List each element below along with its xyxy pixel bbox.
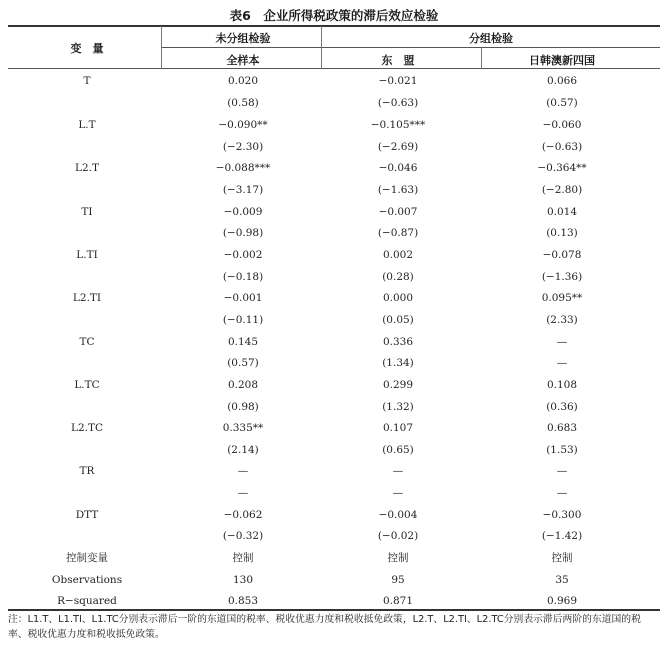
table-cell: — xyxy=(237,487,249,499)
table-cell: (−1.63) xyxy=(377,184,419,196)
table-cell: −0.060 xyxy=(542,119,582,131)
table-cell: (0.57) xyxy=(546,97,578,109)
table-cell: (−2.69) xyxy=(377,141,419,153)
table-cell: −0.046 xyxy=(378,162,418,174)
table-cell: −0.300 xyxy=(542,509,582,521)
header-asean: 东 盟 xyxy=(381,54,415,67)
table-cell: — xyxy=(556,336,568,348)
table-cell: 0.336 xyxy=(382,336,414,348)
row-variable-label: L.TI xyxy=(76,249,98,261)
table-cell: 0.871 xyxy=(382,595,414,607)
table-title: 表6 企业所得税政策的滞后效应检验 xyxy=(229,8,439,23)
table-cell: 控制 xyxy=(232,552,254,564)
table-cell: (−0.87) xyxy=(377,227,419,239)
table-cell: 0.145 xyxy=(227,336,259,348)
table-cell: (−0.32) xyxy=(222,530,264,542)
table-cell: (0.05) xyxy=(382,314,414,326)
table-cell: 0.020 xyxy=(227,75,259,87)
row-variable-label: L2.T xyxy=(75,162,99,174)
table-cell: (−0.02) xyxy=(377,530,419,542)
table-cell: 0.683 xyxy=(546,422,578,434)
table-cell: — xyxy=(237,465,249,477)
table-cell: 0.335** xyxy=(222,422,264,434)
header-grouped-test: 分组检验 xyxy=(469,32,513,45)
table-cell: −0.088*** xyxy=(215,162,271,174)
table-cell: (−1.42) xyxy=(541,530,583,542)
table-cell: −0.021 xyxy=(378,75,418,87)
table-cell: −0.078 xyxy=(542,249,582,261)
table-cell: (0.28) xyxy=(382,271,414,283)
table-cell: (1.34) xyxy=(382,357,414,369)
header-divider-1 xyxy=(161,26,162,69)
table-cell: — xyxy=(392,465,404,477)
table-cell: (0.98) xyxy=(227,401,259,413)
table-cell: 0.014 xyxy=(546,206,578,218)
table-cell: 35 xyxy=(555,574,569,586)
header-full-sample: 全样本 xyxy=(226,54,260,67)
table-cell: (0.65) xyxy=(382,444,414,456)
table-cell: 0.095** xyxy=(541,292,583,304)
table-cell: — xyxy=(556,357,568,369)
table-cell: −0.002 xyxy=(223,249,263,261)
table-cell: 0.000 xyxy=(382,292,414,304)
header-divider-3 xyxy=(481,48,482,69)
row-variable-label: TC xyxy=(79,336,95,348)
table-cell: −0.007 xyxy=(378,206,418,218)
table-cell: (−0.98) xyxy=(222,227,264,239)
header-ungrouped-test: 未分组检验 xyxy=(215,32,271,45)
table-cell: 控制 xyxy=(387,552,409,564)
table-cell: (−3.17) xyxy=(222,184,264,196)
table-cell: — xyxy=(556,465,568,477)
table-cell: (0.57) xyxy=(227,357,259,369)
table-cell: — xyxy=(556,487,568,499)
bottom-rule xyxy=(8,609,660,611)
table-cell: 0.969 xyxy=(546,595,578,607)
row-variable-label: R−squared xyxy=(57,595,117,607)
row-variable-label: 控制变量 xyxy=(66,552,108,564)
table-cell: 控制 xyxy=(551,552,573,564)
table-cell: — xyxy=(392,487,404,499)
table-cell: 0.107 xyxy=(382,422,414,434)
table-cell: −0.004 xyxy=(378,509,418,521)
table-cell: (2.33) xyxy=(546,314,578,326)
table-cell: −0.062 xyxy=(223,509,263,521)
table-cell: (−0.11) xyxy=(222,314,264,326)
header-variable: 变 量 xyxy=(70,42,104,55)
table-cell: (1.32) xyxy=(382,401,414,413)
row-variable-label: L.T xyxy=(78,119,96,131)
header-bottom-rule xyxy=(8,68,660,69)
table-cell: (−2.30) xyxy=(222,141,264,153)
table-cell: (0.36) xyxy=(546,401,578,413)
table-note: 注：L1.T、L1.TI、L1.TC分别表示滞后一阶的东道国的税率、税收优惠力度和税收抵免政策，L2.T、L2.TI、L2.TC分别表示滞后两阶的东道国的税率、税收优惠力度和税收抵免政策。 xyxy=(8,614,641,640)
header-jkan: 日韩澳新四国 xyxy=(529,54,595,67)
table-cell: (1.53) xyxy=(546,444,578,456)
row-variable-label: L2.TI xyxy=(72,292,102,304)
table-cell: (−0.18) xyxy=(222,271,264,283)
table-cell: 0.853 xyxy=(227,595,259,607)
table-cell: −0.105*** xyxy=(370,119,426,131)
table-cell: −0.009 xyxy=(223,206,263,218)
top-rule xyxy=(8,25,660,27)
row-variable-label: L.TC xyxy=(74,379,100,391)
table-cell: (0.13) xyxy=(546,227,578,239)
table-cell: (−1.36) xyxy=(541,271,583,283)
row-variable-label: TR xyxy=(79,465,95,477)
table-cell: 0.066 xyxy=(546,75,578,87)
table-cell: 0.108 xyxy=(546,379,578,391)
table-cell: −0.364** xyxy=(537,162,587,174)
table-cell: 0.002 xyxy=(382,249,414,261)
group-underline xyxy=(161,47,660,48)
table-cell: (−2.80) xyxy=(541,184,583,196)
table-cell: (2.14) xyxy=(227,444,259,456)
row-variable-label: L2.TC xyxy=(70,422,104,434)
table-cell: (−0.63) xyxy=(541,141,583,153)
table-cell: (−0.63) xyxy=(377,97,419,109)
table-cell: 0.299 xyxy=(382,379,414,391)
table-cell: −0.090** xyxy=(218,119,268,131)
table-cell: 95 xyxy=(391,574,405,586)
row-variable-label: TI xyxy=(81,206,93,218)
table-cell: 130 xyxy=(232,574,254,586)
table-cell: (0.58) xyxy=(227,97,259,109)
row-variable-label: DTT xyxy=(75,509,99,521)
row-variable-label: Observations xyxy=(51,574,123,586)
row-variable-label: T xyxy=(83,75,91,87)
table-cell: −0.001 xyxy=(223,292,263,304)
table-cell: 0.208 xyxy=(227,379,259,391)
